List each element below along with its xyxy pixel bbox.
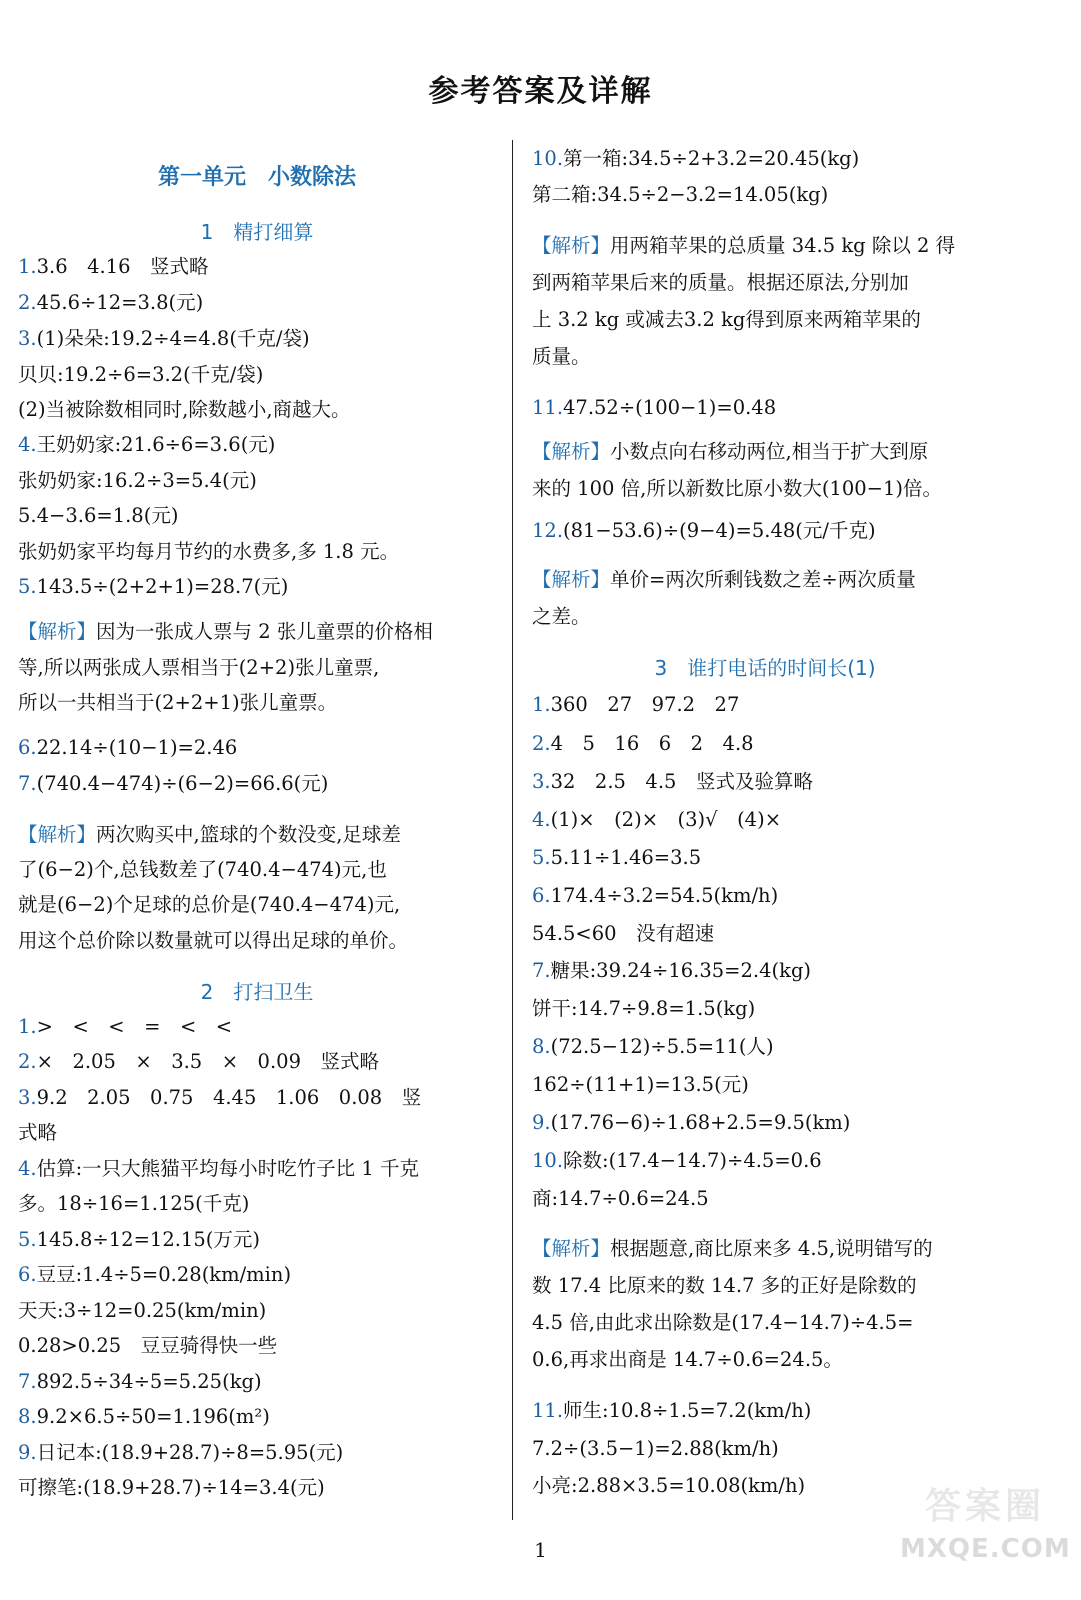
- answer-line: 54.5<60 没有超速: [532, 922, 715, 945]
- answer-line: [18, 1440, 343, 1466]
- answer-line: [18, 771, 328, 797]
- item-number: 5.: [18, 575, 37, 598]
- answer-line: [532, 883, 778, 909]
- answer-line: [18, 574, 288, 600]
- answer-line: 天天:3÷12=0.25(km/min): [18, 1299, 267, 1322]
- analysis-tag: 【解析】: [532, 440, 611, 463]
- analysis-line: 4.5 倍,由此求出除数是(17.4−14.7)÷4.5=: [532, 1311, 914, 1334]
- item-number: 9.: [532, 1111, 551, 1134]
- answer-line: 0.28>0.25 豆豆骑得快一些: [18, 1334, 278, 1357]
- item-number: 12.: [532, 519, 564, 542]
- answer-line: [532, 807, 781, 833]
- item-number: 5.: [18, 1228, 37, 1251]
- answer-line: [532, 1034, 774, 1060]
- answer-text: 3.6 4.16 竖式略: [36, 255, 209, 278]
- analysis-line: 用这个总价除以数量就可以得出足球的单价。: [18, 929, 409, 952]
- item-number: 10.: [532, 147, 564, 170]
- item-number: 1.: [532, 693, 551, 716]
- answer-line: [18, 735, 237, 761]
- answer-text: 豆豆:1.4÷5=0.28(km/min): [36, 1263, 292, 1286]
- analysis-line: 上 3.2 kg 或减去3.2 kg得到原来两箱苹果的: [532, 308, 921, 331]
- answer-line: 饼干:14.7÷9.8=1.5(kg): [532, 997, 756, 1020]
- answer-line: 162÷(11+1)=13.5(元): [532, 1073, 749, 1096]
- answer-text: 糖果:39.24÷16.35=2.4(kg): [550, 959, 812, 982]
- answer-text: 师生:10.8÷1.5=7.2(km/h): [563, 1399, 812, 1422]
- analysis-line: 之差。: [532, 605, 591, 628]
- analysis-line: 到两箱苹果后来的质量。根据还原法,分别加: [532, 271, 909, 294]
- analysis-line: 0.6,再求出商是 14.7÷0.6=24.5。: [532, 1348, 843, 1371]
- answer-text: (81−53.6)÷(9−4)=5.48(元/千克): [563, 519, 876, 542]
- answer-text: × 2.05 × 3.5 × 0.09 竖式略: [36, 1050, 379, 1073]
- analysis-tag: 【解析】: [532, 1237, 611, 1260]
- answer-text: (740.4−474)÷(6−2)=66.6(元): [36, 772, 329, 795]
- item-number: 7.: [18, 1370, 37, 1393]
- answer-text: > < < = < <: [36, 1015, 233, 1038]
- item-number: 1.: [18, 255, 37, 278]
- answer-text: (17.76−6)÷1.68+2.5=9.5(km): [550, 1111, 851, 1134]
- answer-text: 360 27 97.2 27: [550, 693, 740, 716]
- answer-line: [532, 1398, 811, 1424]
- watermark-text: MXQE.COM: [900, 1534, 1071, 1564]
- item-number: 3.: [18, 1086, 37, 1109]
- answer-line: [532, 845, 701, 871]
- analysis-line: 等,所以两张成人票相当于(2+2)张儿童票,: [18, 656, 380, 679]
- answer-line: 张奶奶家平均每月节约的水费多,多 1.8 元。: [18, 540, 400, 563]
- answer-line: (2)当被除数相同时,除数越小,商越大。: [18, 398, 351, 421]
- analysis-line: 来的 100 倍,所以新数比原小数大(100−1)倍。: [532, 477, 942, 500]
- item-number: 4.: [532, 808, 551, 831]
- answer-line: [18, 1369, 262, 1395]
- answer-text: 4 5 16 6 2 4.8: [550, 732, 754, 755]
- item-number: 10.: [532, 1149, 564, 1172]
- answer-text: 日记本:(18.9+28.7)÷8=5.95(元): [36, 1441, 344, 1464]
- answer-text: 47.52÷(100−1)=0.48: [563, 396, 777, 419]
- answer-line: [18, 254, 209, 280]
- analysis-tag: 【解析】: [532, 568, 611, 591]
- answer-line: [532, 1148, 822, 1174]
- answer-line: [532, 518, 876, 544]
- answer-line: 第二箱:34.5÷2−3.2=14.05(kg): [532, 183, 829, 206]
- analysis-text: 根据题意,商比原来多 4.5,说明错写的: [610, 1237, 933, 1260]
- section-title: 1 精打细算: [200, 220, 314, 244]
- answer-line: [532, 692, 739, 718]
- answer-line: [18, 1049, 379, 1075]
- analysis-line: 数 17.4 比原来的数 14.7 多的正好是除数的: [532, 1274, 917, 1297]
- answer-line: 张奶奶家:16.2÷3=5.4(元): [18, 469, 257, 492]
- answer-line: [18, 1156, 419, 1182]
- column-divider: [512, 140, 513, 1520]
- analysis-line: [532, 1236, 933, 1262]
- answer-text: (1)× (2)× (3)√ (4)×: [550, 808, 782, 831]
- answer-text: 第一箱:34.5÷2+3.2=20.45(kg): [563, 147, 860, 170]
- answer-line: 多。18÷16=1.125(千克): [18, 1192, 250, 1215]
- answer-text: 22.14÷(10−1)=2.46: [36, 736, 238, 759]
- answer-text: 王奶奶家:21.6÷6=3.6(元): [36, 433, 276, 456]
- analysis-line: [532, 233, 955, 259]
- answer-text: (1)朵朵:19.2÷4=4.8(千克/袋): [36, 327, 310, 350]
- item-number: 7.: [18, 772, 37, 795]
- analysis-text: 用两箱苹果的总质量 34.5 kg 除以 2 得: [610, 234, 956, 257]
- answer-text: 9.2×6.5÷50=1.196(m²): [36, 1405, 270, 1428]
- answer-line: [18, 1014, 232, 1040]
- analysis-line: [532, 567, 916, 593]
- analysis-text: 小数点向右移动两位,相当于扩大到原: [610, 440, 929, 463]
- item-number: 3.: [532, 770, 551, 793]
- answer-text: 143.5÷(2+2+1)=28.7(元): [36, 575, 289, 598]
- answer-text: 45.6÷12=3.8(元): [36, 291, 204, 314]
- item-number: 2.: [18, 291, 37, 314]
- answer-line: [532, 146, 859, 172]
- item-number: 8.: [18, 1405, 37, 1428]
- answer-line: [18, 290, 203, 316]
- item-number: 2.: [532, 732, 551, 755]
- analysis-line: 了(6−2)个,总钱数差了(740.4−474)元,也: [18, 858, 387, 881]
- answer-line: [532, 1110, 850, 1136]
- page-number: 1: [534, 1538, 547, 1562]
- answer-line: [18, 1404, 270, 1430]
- answer-line: [18, 1085, 421, 1111]
- answer-line: [18, 1227, 260, 1253]
- item-number: 2.: [18, 1050, 37, 1073]
- analysis-line: [532, 439, 928, 465]
- answer-line: 式略: [18, 1121, 58, 1144]
- item-number: 6.: [532, 884, 551, 907]
- answer-text: 除数:(17.4−14.7)÷4.5=0.6: [563, 1149, 822, 1172]
- section-title: 3 谁打电话的时间长(1): [654, 656, 876, 680]
- answer-line: [532, 731, 754, 757]
- item-number: 3.: [18, 327, 37, 350]
- answer-line: 7.2÷(3.5−1)=2.88(km/h): [532, 1437, 779, 1460]
- answer-line: 小亮:2.88×3.5=10.08(km/h): [532, 1474, 806, 1497]
- analysis-tag: 【解析】: [18, 823, 97, 846]
- item-number: 7.: [532, 959, 551, 982]
- item-number: 1.: [18, 1015, 37, 1038]
- analysis-line: [18, 619, 433, 645]
- answer-text: 5.11÷1.46=3.5: [550, 846, 702, 869]
- analysis-text: 单价=两次所剩钱数之差÷两次质量: [610, 568, 916, 591]
- answer-line: [18, 1262, 291, 1288]
- analysis-line: 就是(6−2)个足球的总价是(740.4−474)元,: [18, 893, 401, 916]
- answer-line: 5.4−3.6=1.8(元): [18, 504, 179, 527]
- answer-line: 可擦笔:(18.9+28.7)÷14=3.4(元): [18, 1476, 325, 1499]
- answer-text: 145.8÷12=12.15(万元): [36, 1228, 260, 1251]
- item-number: 5.: [532, 846, 551, 869]
- item-number: 11.: [532, 396, 564, 419]
- item-number: 11.: [532, 1399, 564, 1422]
- item-number: 6.: [18, 1263, 37, 1286]
- page-title: 参考答案及详解: [428, 74, 653, 109]
- analysis-line: 质量。: [532, 345, 591, 368]
- analysis-tag: 【解析】: [18, 620, 97, 643]
- item-number: 4.: [18, 433, 37, 456]
- answer-text: 892.5÷34÷5=5.25(kg): [36, 1370, 262, 1393]
- answer-line: [18, 432, 275, 458]
- answer-line: [532, 395, 776, 421]
- answer-text: (72.5−12)÷5.5=11(人): [550, 1035, 774, 1058]
- answer-text: 32 2.5 4.5 竖式及验算略: [550, 770, 813, 793]
- watermark-logo: 答案圈: [924, 1486, 1045, 1527]
- item-number: 6.: [18, 736, 37, 759]
- unit-title: 第一单元 小数除法: [157, 164, 356, 190]
- section-title: 2 打扫卫生: [200, 980, 314, 1004]
- analysis-line: 所以一共相当于(2+2+1)张儿童票。: [18, 691, 338, 714]
- analysis-tag: 【解析】: [532, 234, 611, 257]
- answer-line: [532, 769, 813, 795]
- answer-text: 9.2 2.05 0.75 4.45 1.06 0.08 竖: [36, 1086, 422, 1109]
- answer-line: 商:14.7÷0.6=24.5: [532, 1187, 709, 1210]
- answer-text: 174.4÷3.2=54.5(km/h): [550, 884, 779, 907]
- answer-line: 贝贝:19.2÷6=3.2(千克/袋): [18, 363, 264, 386]
- item-number: 8.: [532, 1035, 551, 1058]
- watermark: [900, 1472, 1070, 1592]
- analysis-line: [18, 822, 401, 848]
- answer-text: 估算:一只大熊猫平均每小时吃竹子比 1 千克: [36, 1157, 419, 1180]
- item-number: 4.: [18, 1157, 37, 1180]
- item-number: 9.: [18, 1441, 37, 1464]
- analysis-text: 因为一张成人票与 2 张儿童票的价格相: [96, 620, 433, 643]
- answer-line: [18, 326, 310, 352]
- analysis-text: 两次购买中,篮球的个数没变,足球差: [96, 823, 401, 846]
- answer-line: [532, 958, 811, 984]
